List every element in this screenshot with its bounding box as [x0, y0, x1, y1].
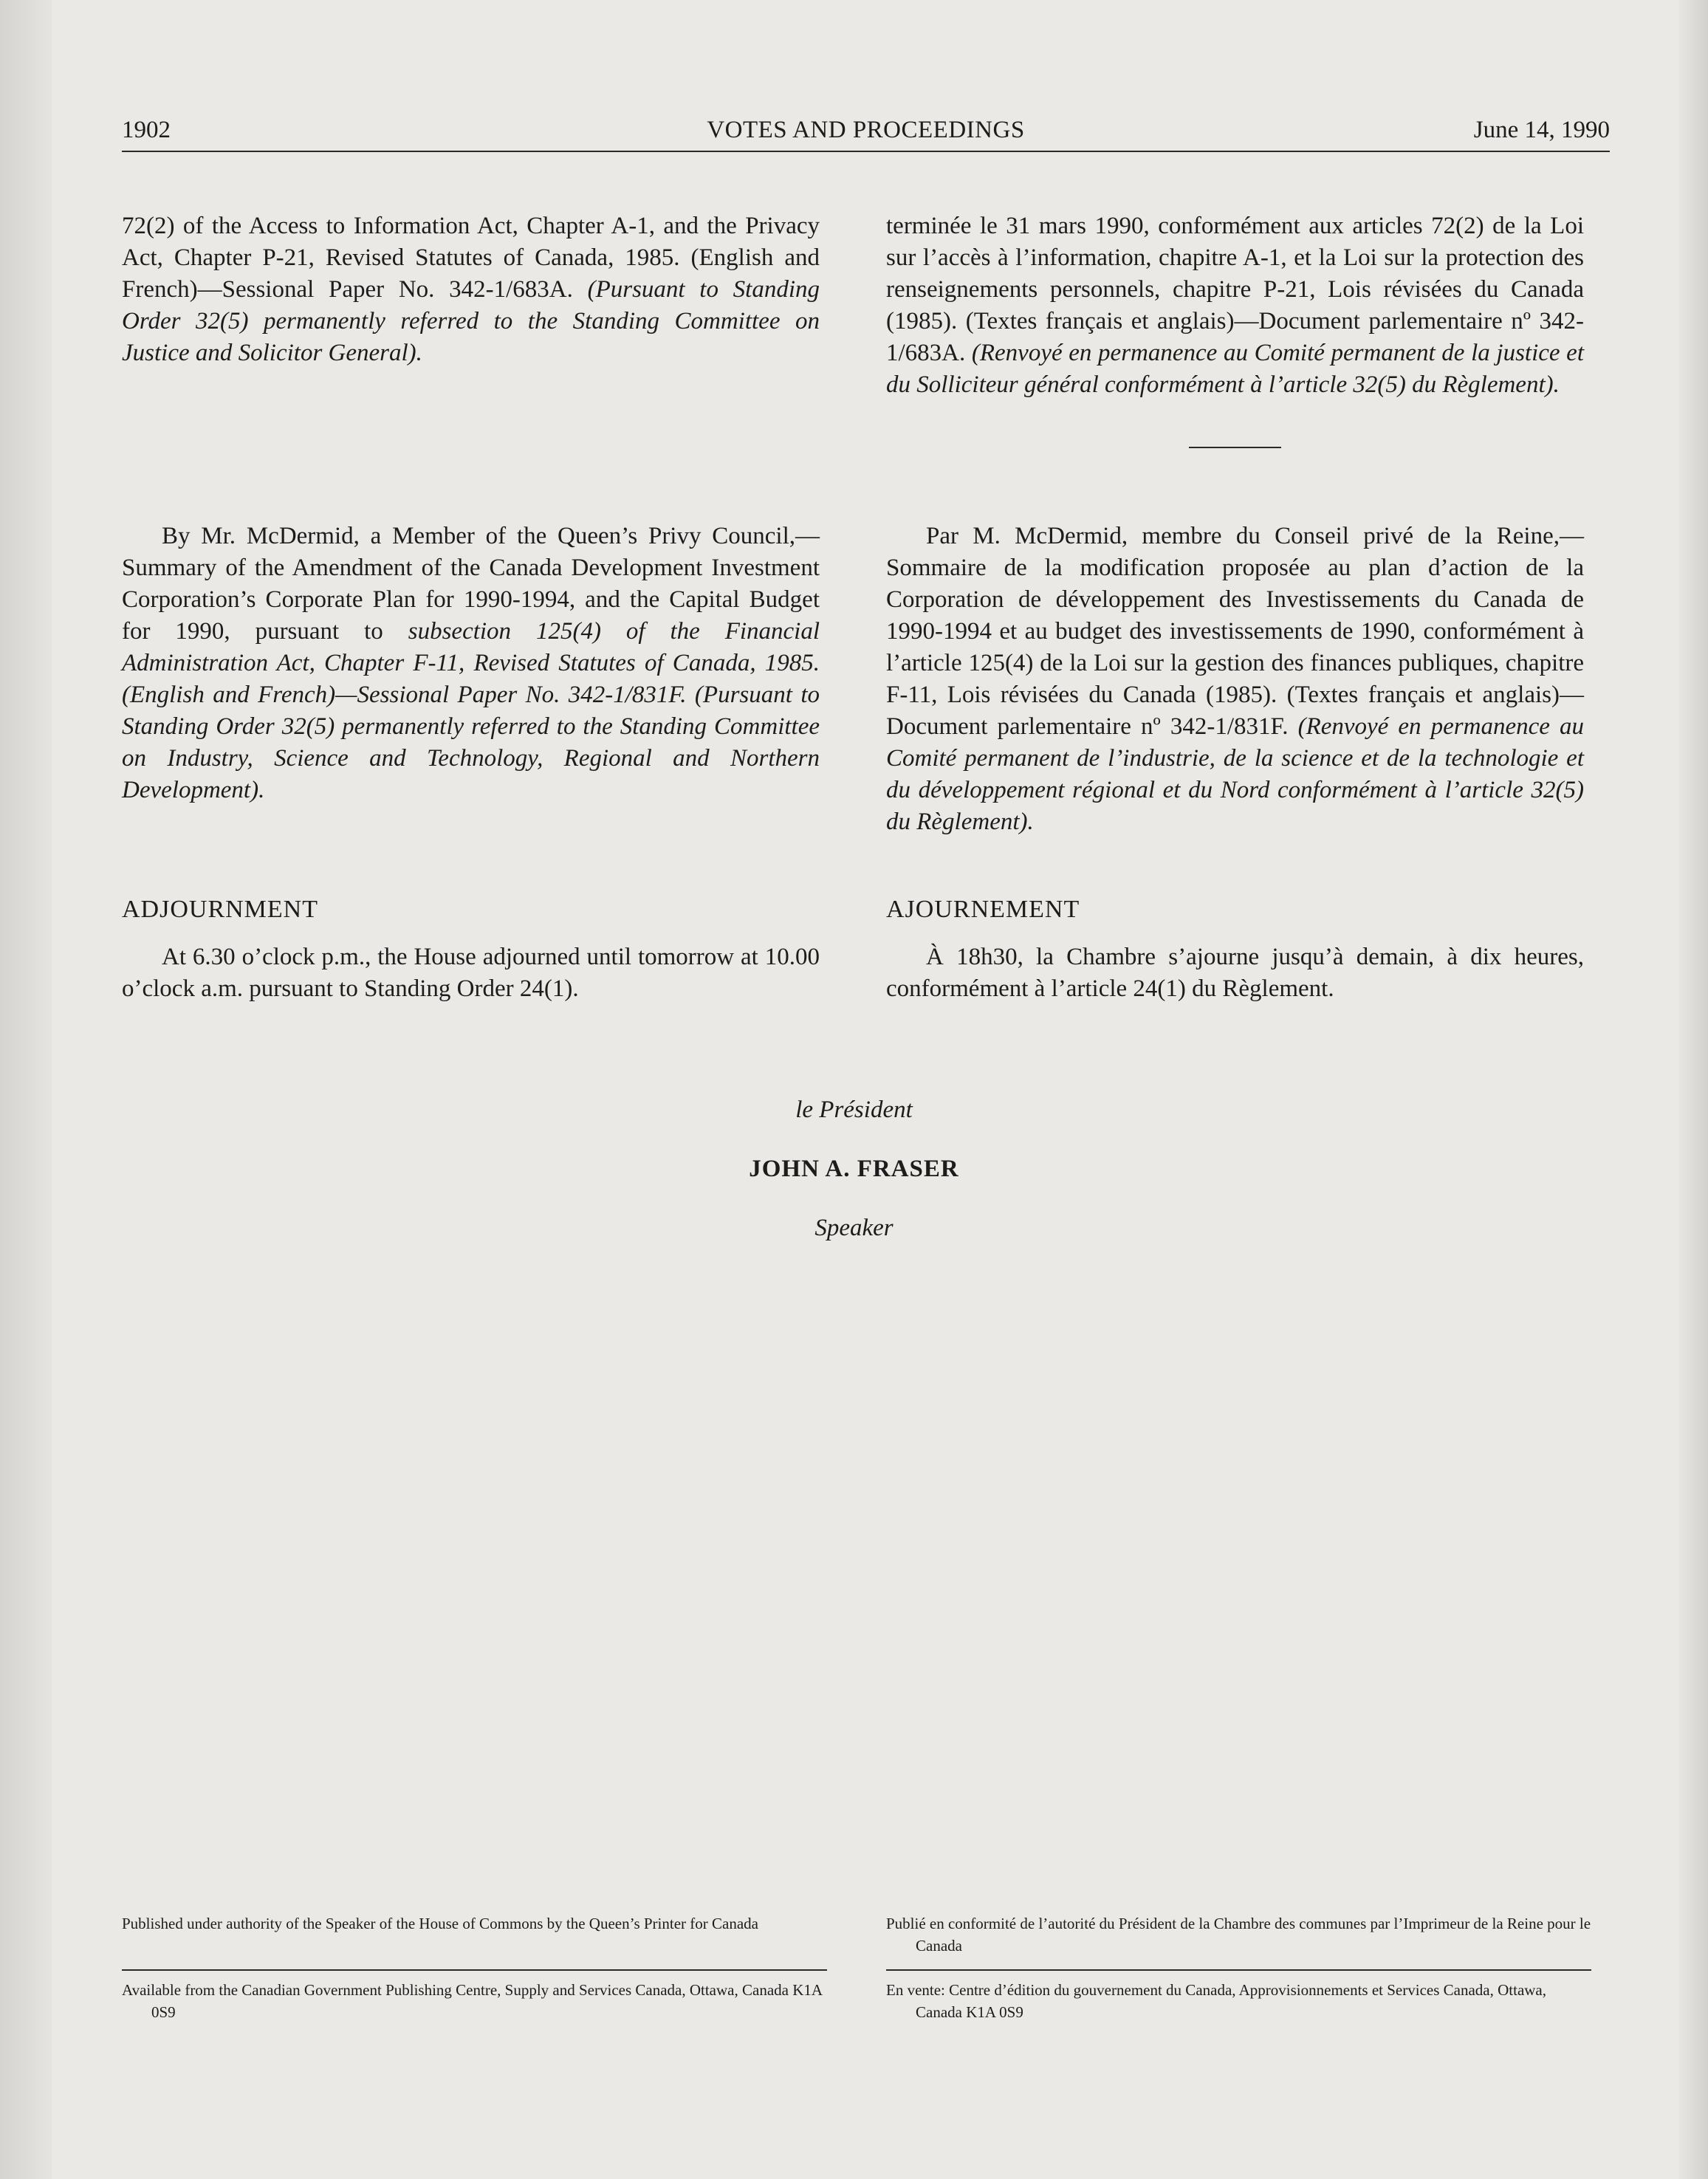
footer-fr-published: Publié en conformité de l’autorité du Président de la Chambre des communes par l’Imprimeur de la Reine pour le Canada: [886, 1915, 1591, 1955]
running-title: VOTES AND PROCEEDINGS: [707, 117, 1025, 143]
page-edge-right: [1678, 0, 1708, 2179]
english-paragraph-3: [122, 941, 820, 1005]
english-paragraph-1-referral: (Pursuant to Standing Order 32(5) permanently referred to the Standing Committee on Justice and Solicitor General).: [122, 276, 820, 366]
signature-french-title: le Président: [795, 1097, 913, 1123]
footer-en-published: Published under authority of the Speaker of the House of Commons by the Queen’s Printer for Canada: [122, 1915, 758, 1932]
english-adjournment-heading: ADJOURNMENT: [122, 896, 318, 923]
section-divider: [1189, 447, 1281, 448]
signature-english-title: Speaker: [814, 1215, 894, 1241]
signature-name: JOHN A. FRASER: [749, 1156, 959, 1182]
french-paragraph-1-text: terminée le 31 mars 1990, conformément aux articles 72(2) de la Loi sur l’accès à l’information, chapitre A-1, et la Loi sur la protection des renseignements personnels, chapitre P-21, Lois révisées du Canada (1985). (Textes français et anglais)—Document parlementaire nº 342-1/683A.: [886, 213, 1584, 366]
header-date: June 14, 1990: [1473, 117, 1610, 143]
english-adjournment-heading-wrap: [122, 893, 820, 925]
french-paragraph-2-referral: (Renvoyé en permanence au Comité permanent de l’industrie, de la science et de la technologie et du développement régional et du Nord conformément à l’article 32(5) du Règlement).: [886, 713, 1584, 835]
english-paragraph-1-text: 72(2) of the Access to Information Act, Chapter A-1, and the Privacy Act, Chapter P-21, Revised Statutes of Canada, 1985. (English and French)—Sessional Paper No. 342-1/683A.: [122, 213, 820, 303]
page-header: [122, 112, 1610, 152]
english-paragraph-2-text: By Mr. McDermid, a Member of the Queen’s Privy Council,—Summary of the Amendment of the Canada Development Investment Corporation’s Corporate Plan for 1990-1994, and the Capital Budget for 1990, pursuant to: [122, 523, 820, 645]
french-paragraph-2: [886, 521, 1584, 838]
french-paragraph-1-referral: (Renvoyé en permanence au Comité permanent de la justice et du Solliciteur général conformément à l’article 32(5) du Règlement).: [886, 340, 1584, 398]
english-paragraph-2: [122, 521, 820, 806]
footer-rule-left: [122, 1969, 827, 1971]
french-paragraph-3: [886, 941, 1584, 1005]
french-paragraph-3-text: À 18h30, la Chambre s’ajourne jusqu’à demain, à dix heures, conformément à l’article 24(1) du Règlement.: [886, 944, 1584, 1002]
english-paragraph-2-referral: subsection 125(4) of the Financial Administration Act, Chapter F-11, Revised Statutes of Canada, 1985. (English and French)—Sessional Paper No. 342-1/831F. (Pursuant to Standing Order 32(5) permanently referred to the Standing Committee on Industry, Science and Technology, Regional and Northern Development).: [122, 618, 820, 803]
french-adjournment-heading-wrap: [886, 893, 1584, 925]
english-paragraph-1: [122, 210, 820, 369]
footer-rule-right: [886, 1969, 1591, 1971]
page-number: 1902: [122, 117, 171, 143]
footer-en-available: Available from the Canadian Government Publishing Centre, Supply and Services Canada, Ottawa, Canada K1A 0S9: [122, 1981, 822, 2021]
french-adjournment-heading: AJOURNEMENT: [886, 896, 1080, 923]
french-paragraph-2-text: Par M. McDermid, membre du Conseil privé de la Reine,—Sommaire de la modification proposée au plan d’action de la Corporation de développement des Investissements du Canada de 1990-1994 et au budget des investissements de 1990, conformément à l’article 125(4) de la Loi sur la gestion des finances publiques, chapitre F-11, Lois révisées du Canada (1985). (Textes français et anglais)—Document parlementaire nº 342-1/831F.: [886, 523, 1584, 740]
page-edge-left: [0, 0, 52, 2179]
english-paragraph-3-text: At 6.30 o’clock p.m., the House adjourned until tomorrow at 10.00 o’clock a.m. pursuant to Standing Order 24(1).: [122, 944, 820, 1002]
french-paragraph-1: [886, 210, 1584, 401]
footer-fr-available: En vente: Centre d’édition du gouvernement du Canada, Approvisionnements et Services Canada, Ottawa, Canada K1A 0S9: [886, 1981, 1547, 2021]
